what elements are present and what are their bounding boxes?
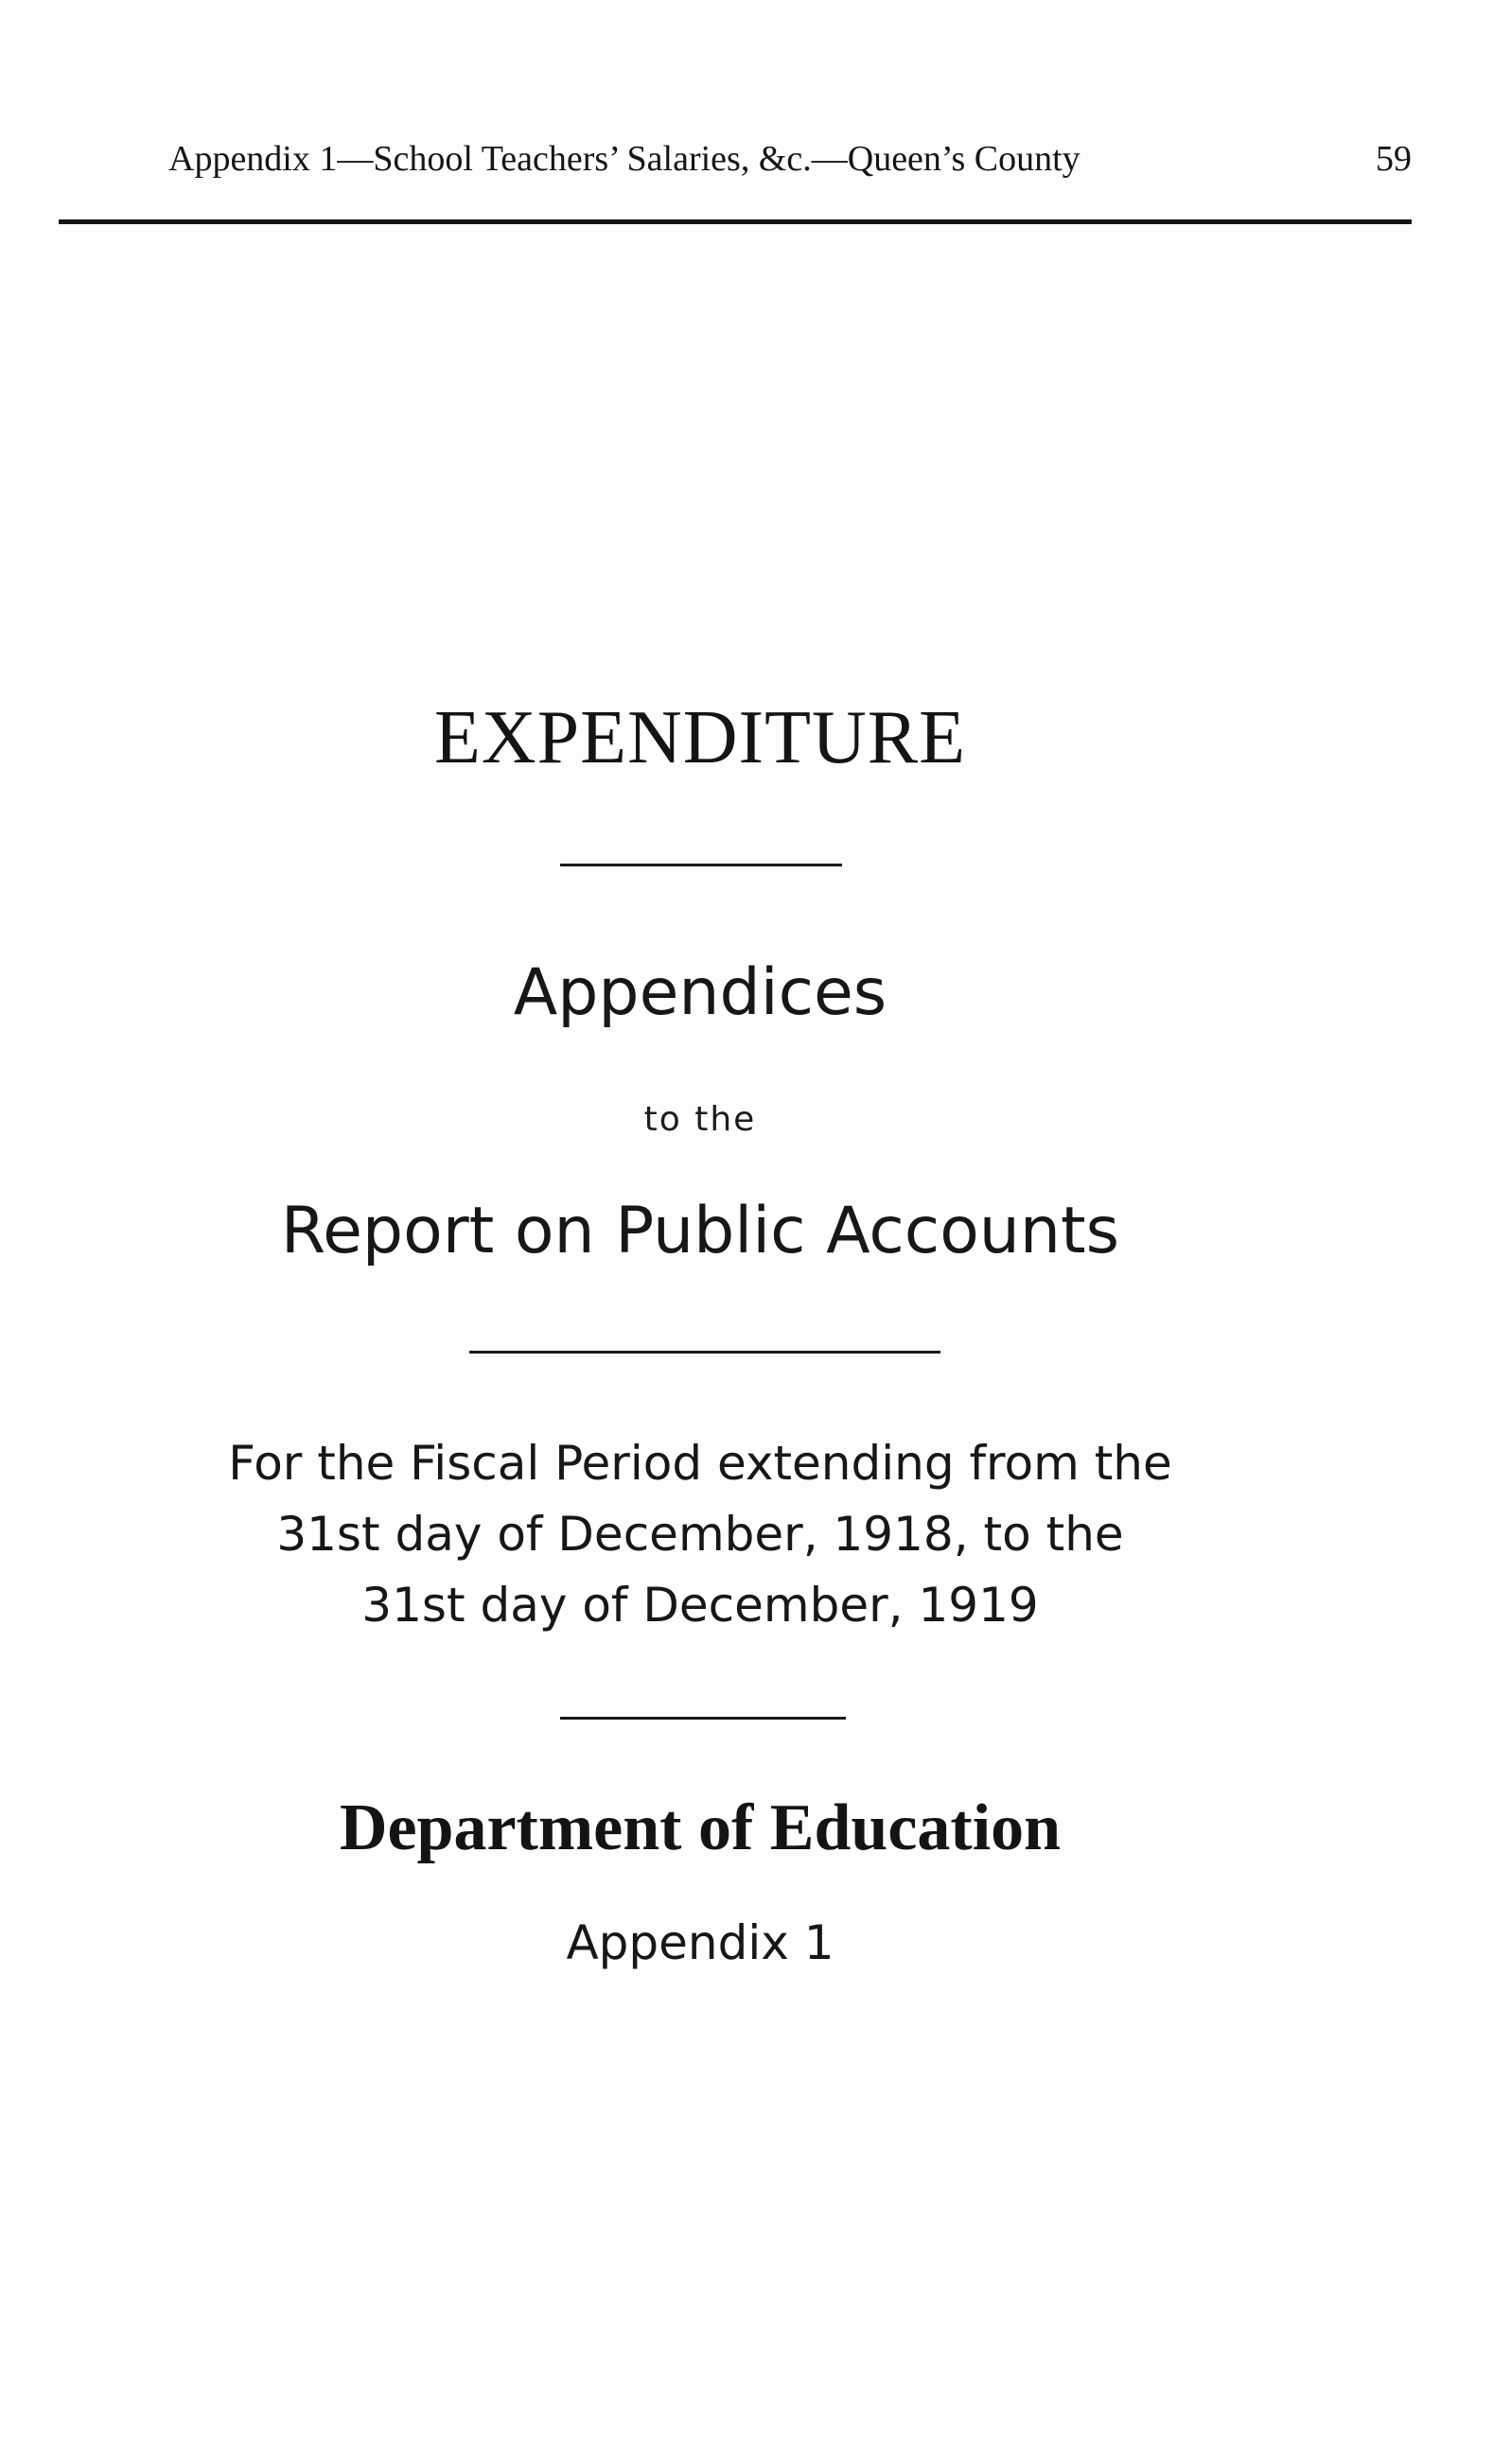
appendix-label: Appendix 1 [566, 1915, 834, 1970]
header-divider [59, 219, 1412, 224]
department-heading: Department of Education [339, 1791, 1062, 1864]
running-title: Appendix 1—School Teachers’ Salaries, &c.—Queen’s County [168, 139, 1080, 179]
divider-rule-3 [560, 1717, 846, 1720]
fiscal-period-line-3: 31st day of December, 1919 [361, 1578, 1039, 1633]
fiscal-period-line-1: For the Fiscal Period extending from the [228, 1436, 1172, 1491]
to-the-text: to the [643, 1100, 757, 1139]
running-header [59, 131, 1412, 187]
fiscal-period [0, 1428, 1400, 1641]
report-heading: Report on Public Accounts [280, 1194, 1120, 1268]
page-title: EXPENDITURE [433, 696, 967, 779]
divider-rule-1 [560, 864, 842, 866]
page-number: 59 [1376, 139, 1412, 179]
divider-rule-2 [469, 1351, 940, 1354]
appendices-heading: Appendices [513, 955, 887, 1030]
fiscal-period-line-2: 31st day of December, 1918, to the [276, 1507, 1124, 1562]
